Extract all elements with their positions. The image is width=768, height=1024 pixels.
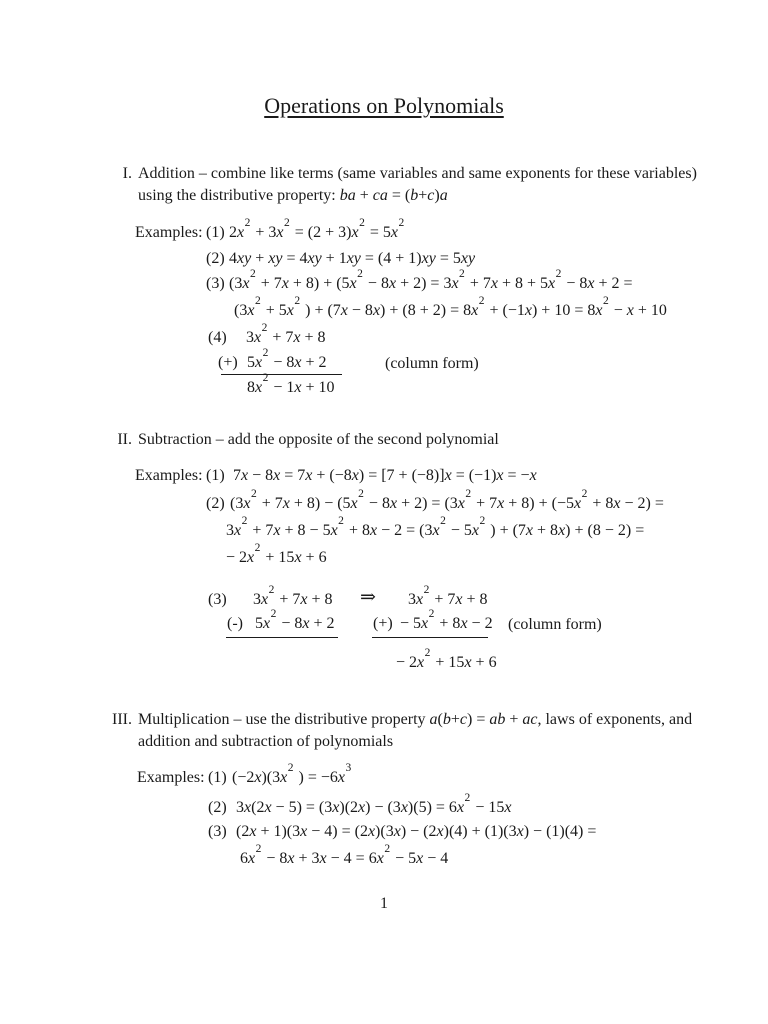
section-i-heading [100,163,700,206]
example-iii-3-label: (3) [208,823,227,840]
section-iii-numeral: III. [112,711,132,728]
doc-title: Operations on Polynomials [264,93,504,118]
example-i-3-formula-line1: $(3x^2 + 7x + 8) + (5x^2 - 8x + 2) = 3x^2 + 7x + 8 + 5x^2 - 8x + 2$ = [229,267,633,292]
section-iii-examples-label: Examples: [137,769,205,786]
section-iii-heading-after: , laws of exponents, and addition and subtraction of polynomials [138,711,693,750]
section-i-examples-label: Examples: [135,224,203,241]
example-i-4-addend-2: $5x^2 - 8x + 2$ [247,346,327,371]
example-ii-3-right-operator: (+) [373,615,393,632]
example-ii-2-formula-line2: $3x^2 + 7x + 8 - 5x^2 + 8x - 2 = (3x^2 - 5x^2$ ) + (7x + 8x) + (8 − 2) = [226,514,645,539]
example-iii-2-formula: $3x(2x - 5) = (3x)(2x) - (3x)(5) = 6x^2 - 15x$ [236,791,512,816]
section-ii-heading [100,429,700,451]
example-ii-3-left-operator: (-) [227,615,243,632]
example-i-4-addend-1: $3x^2 + 7x + 8$ [246,321,326,346]
section-i-numeral: I. [122,165,132,182]
example-iii-2-label: (2) [208,799,227,816]
example-i-2-label: (2) [206,250,225,267]
example-i-1-label: (1) [206,224,225,241]
example-ii-3-left-subtrahend: $5x^2 - 8x + 2$ [255,607,335,632]
example-i-2-formula: 4xy + xy = 4xy + 1xy = (4 + 1)xy = 5xy [229,250,476,267]
section-ii-examples-label: Examples: [135,467,203,484]
example-ii-2-label: (2) [206,495,225,512]
example-i-3-label: (3) [206,275,225,292]
section-ii-numeral: II. [117,431,132,448]
implies-arrow: ⇒ [360,587,376,608]
example-ii-2-formula-line1: $(3x^2 + 7x + 8) - (5x^2 - 8x + 2) = (3x^2 + 7x + 8) + (-5x^2 + 8x - 2)$ = [230,487,664,512]
page-number: 1 [380,895,388,912]
section-iii-heading-text [138,709,698,752]
example-i-4-operator: (+) [218,354,238,371]
example-ii-3-right-addend-1: $3x^2 + 7x + 8$ [408,583,488,608]
section-i-heading-text [138,163,698,206]
example-ii-2-formula-line3: − $2x^2 + 15x + 6$ [226,541,327,566]
example-ii-1-label: (1) [206,467,225,484]
example-iii-1-label: (1) [208,769,227,786]
example-i-1-formula: $2x^2 + 3x^2 = (2 + 3)x^2 = 5x^2$ [229,216,405,241]
example-i-4-sum-rule [221,374,342,375]
example-iii-1-formula: $(-2x)(3x^2$ ) = $-6x^3$ [232,761,352,786]
section-i-heading-before: Addition – combine like terms (same variables and same exponents for these variables) using the distributive property: [138,165,697,204]
section-i-heading-math: ba + ca = (b+c)a [339,186,448,204]
section-iii-heading [100,709,700,752]
section-iii-heading-before: Multiplication – use the distributive property [138,711,430,728]
example-ii-1-formula: 7x − 8x = 7x + (−8x) = [7 + (−8)]x = (−1)x = −x [233,467,537,484]
example-ii-3-left-minuend: $3x^2 + 7x + 8$ [253,583,333,608]
section-iii-heading-math: a(b+c) = ab + ac [429,711,538,728]
example-i-4-sum: $8x^2 - 1x + 10$ [247,371,335,396]
example-ii-3-right-rule [372,637,488,638]
example-i-4-label: (4) [208,329,227,346]
example-ii-3-left-rule [226,637,338,638]
example-ii-3-label: (3) [208,591,227,608]
example-i-3-formula-line2: ($3x^2 + 5x^2$ ) + $(7x - 8x) + (8 + 2) = 8x^2 + (-1x) + 10 = 8x^2 - x + 10$ [234,294,667,319]
example-iii-3-formula-line2: $6x^2 - 8x + 3x - 4 = 6x^2 - 5x - 4$ [240,842,449,867]
example-ii-3-sum: − $2x^2 + 15x + 6$ [396,646,497,671]
example-ii-3-right-addend-2: − $5x^2 + 8x - 2$ [400,607,493,632]
example-iii-3-formula-line1: (2x + 1)(3x − 4) = (2x)(3x) − (2x)(4) + (1)(3x) − (1)(4) = [236,823,597,840]
section-ii-heading-text: Subtraction – add the opposite of the second polynomial [138,431,499,448]
example-i-4-column-form-note: (column form) [385,355,479,372]
example-ii-3-column-form-note: (column form) [508,616,602,633]
